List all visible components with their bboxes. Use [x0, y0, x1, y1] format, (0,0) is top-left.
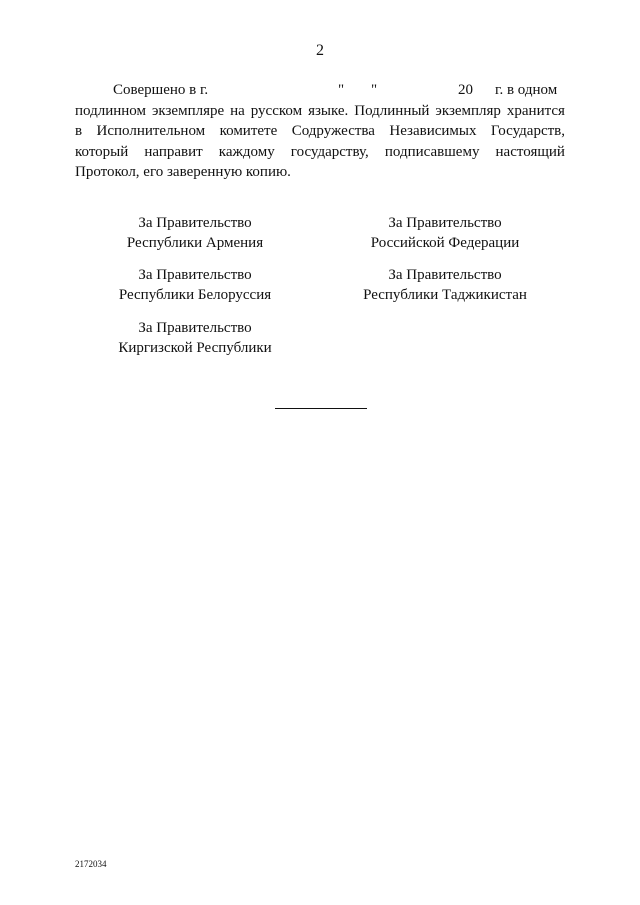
quote-close: "	[371, 82, 378, 98]
closing-paragraph	[75, 80, 565, 183]
paragraph-line-3: в Исполнительном комитете Содружества Независимых Государств,	[75, 123, 565, 139]
signature-russia: За Правительство Российской Федерации	[370, 215, 520, 251]
in-one-text: г. в одном	[495, 82, 558, 98]
completed-in-text: Совершено в г.	[113, 82, 209, 98]
year-prefix: 20	[458, 82, 473, 98]
paragraph-line-4: который направит каждому государству, подписавшему настоящий	[75, 143, 565, 160]
paragraph-line-1	[75, 80, 565, 101]
signature-tajikistan: За Правительство Республики Таджикистан	[363, 267, 527, 303]
quote-open: "	[338, 82, 345, 98]
page-number: 2	[316, 42, 324, 59]
signature-belarus: За Правительство Республики Белоруссия	[118, 267, 272, 303]
paragraph-line-5: Протокол, его заверенную копию.	[75, 164, 291, 180]
signature-armenia: За Правительство Республики Армения	[126, 215, 264, 251]
paragraph-line-2: подлинном экземпляре на русском языке. Подлинный экземпляр хранится	[75, 102, 565, 119]
signature-kyrgyzstan: За Правительство Киргизской Республики	[118, 320, 272, 356]
end-divider	[275, 408, 367, 409]
document-code: 2172034	[75, 859, 107, 869]
